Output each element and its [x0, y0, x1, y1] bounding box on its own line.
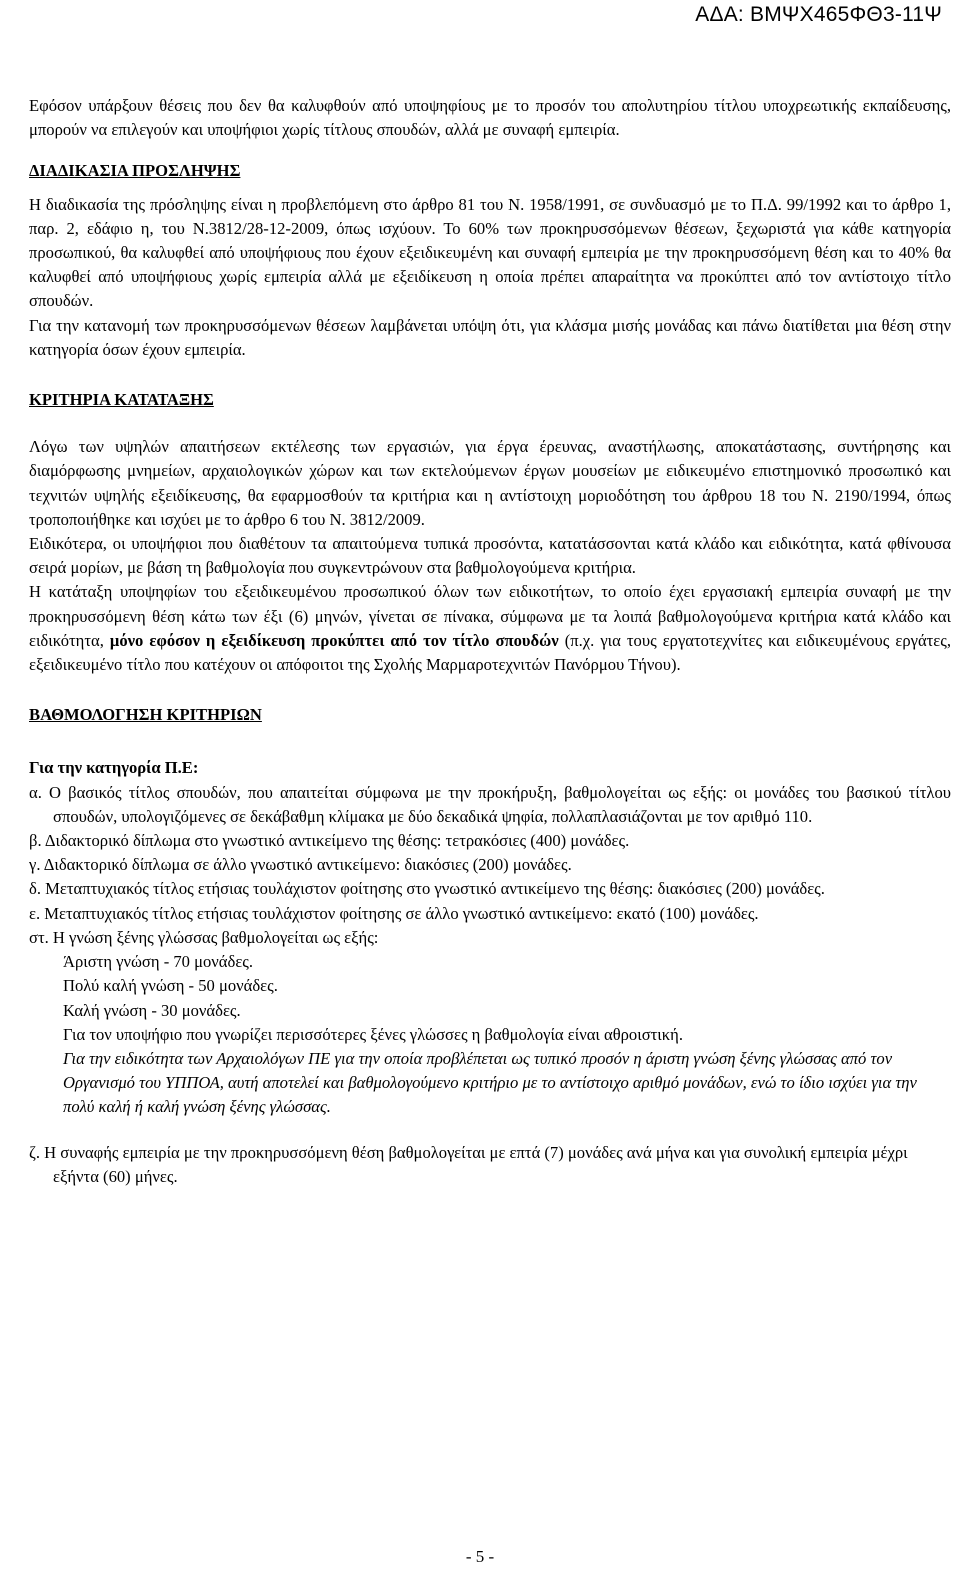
language-good: Καλή γνώση - 30 μονάδες.	[63, 1000, 241, 1020]
procedure-paragraph-2: Για την κατανομή των προκηρυσσόμενων θέσεων λαμβάνεται υπόψη ότι, για κλάσμα μισής μονάδας και πάνω διατίθεται μια θέση στην κατηγορία όσων έχουν εμπειρία.	[29, 315, 951, 359]
ada-code: ΑΔΑ: ΒΜΨΧ465ΦΘ3-11Ψ	[695, 3, 942, 26]
language-excellent: Άριστη γνώση - 70 μονάδες.	[63, 952, 254, 972]
intro-paragraph: Εφόσον υπάρξουν θέσεις που δεν θα καλυφθούν από υποψηφίους με το προσόν του απολυτηρίου τίτλου υποχρεωτικής εκπαίδευσης, μπορούν να επιλεγούν και υποψήφιοι χωρίς τίτλους σπουδών, αλλά με συναφή εμπειρία.	[29, 96, 951, 140]
language-very-good: Πολύ καλή γνώση - 50 μονάδες.	[63, 976, 278, 996]
procedure-paragraph-1: Η διαδικασία της πρόσληψης είναι η προβλεπόμενη στο άρθρο 81 του Ν. 1958/1991, σε συνδυασμό με το Π.Δ. 99/1992 και το άρθρο 1, παρ. 2, εδάφιο η, του Ν.3812/28-12-2009, όπως ισχύουν. Το 60% των προκηρυσσόμενων θέσεων, ξεχωριστά για κάθε κατηγορία προσωπικού, θα καλυφθεί από υποψήφιους που έχουν εξειδικευμένη και συναφή εμπειρία με την προκηρυσσόμενη θέση και το 40% θα καλυφθεί από υποψήφιους χωρίς εμπειρία αλλά με εξειδίκευση η οποία πρέπει απαραίτητα να προκύπτει από τον αντίστοιχο τίτλο σπουδών.	[29, 194, 951, 311]
criteria-paragraph-1: Λόγω των υψηλών απαιτήσεων εκτέλεσης των εργασιών, για έργα έρευνας, αναστήλωσης, αποκατάστασης, συντήρησης και διαμόρφωσης μνημείων, αρχαιολογικών χώρων και των εκτελούμενων έργων μουσείων με ειδικευμένο επιστημονικό προσωπικό και τεχνιτών υψηλής εξειδίκευσης, θα εφαρμοσθούν τα κριτήρια και η αντίστοιχη μοριοδότηση του άρθρου 18 του Ν. 2190/1994, όπως τροποποιήθηκε και ισχύει με το άρθρο 6 του Ν. 3812/2009.	[29, 437, 951, 529]
scoring-item-a: α. Ο βασικός τίτλος σπουδών, που απαιτείται σύμφωνα με την προκήρυξη, βαθμολογείται ως εξής: οι μονάδες του βασικού τίτλου σπουδών, υπολογιζόμενες σε δεκάβαθμη κλίμακα με δύο δεκαδικά ψηφία, πολλαπλασιάζονται με τον αριθμό 110.	[29, 782, 951, 826]
scoring-item-d: δ. Μεταπτυχιακός τίτλος ετήσιας τουλάχιστον φοίτησης στο γνωστικό αντικείμενο της θέσης: διακόσιες (200) μονάδες.	[29, 879, 825, 899]
procedure-heading: ΔΙΑΔΙΚΑΣΙΑ ΠΡΟΣΛΗΨΗΣ	[29, 161, 241, 181]
scoring-item-z: ζ. Η συναφής εμπειρία με την προκηρυσσόμενη θέση βαθμολογείται με επτά (7) μονάδες ανά μήνα και για συνολική εμπειρία μέχρι εξήντα (60) μήνες.	[29, 1142, 908, 1186]
page-number: - 5 -	[465, 1547, 495, 1566]
criteria-paragraph-2: Ειδικότερα, οι υποψήφιοι που διαθέτουν τα απαιτούμενα τυπικά προσόντα, κατατάσσονται κατά κλάδο και ειδικότητα, κατά φθίνουσα σειρά μορίων, με βάση τη βαθμολογία που συγκεντρώνουν στα βαθμολογούμενα κριτήρια.	[29, 534, 951, 578]
language-cumulative-note: Για τον υποψήφιο που γνωρίζει περισσότερες ξένες γλώσσες η βαθμολογία είναι αθροιστική.	[63, 1024, 683, 1044]
criteria-heading: ΚΡΙΤΗΡΙΑ ΚΑΤΑΤΑΞΗΣ	[29, 390, 214, 410]
criteria-p3-bold: μόνο εφόσον η εξειδίκευση προκύπτει από τον τίτλο σπουδών	[109, 630, 559, 650]
document-body	[29, 94, 951, 1189]
scoring-item-st: στ. Η γνώση ξένης γλώσσας βαθμολογείται ως εξής:	[29, 927, 379, 947]
category-heading: Για την κατηγορία Π.Ε:	[29, 758, 199, 778]
scoring-item-c: γ. Διδακτορικό δίπλωμα σε άλλο γνωστικό αντικείμενο: διακόσιες (200) μονάδες.	[29, 855, 572, 875]
criteria-p3-start: Η κατάταξη υποψηφίων του εξειδικευμένου προσωπικού όλων των ειδικοτήτων, το οποίο έχει εργασιακή εμπειρία συναφή με την προκηρυσσόμενη θέση κάτω των έξι (6) μηνών, γίνεται σε πίνακα, σύμφωνα με τα λοιπά βαθμολογούμενα κριτήρια κατά κλάδο και ειδικότητα,	[29, 582, 951, 650]
criteria-p3-end: (π.χ. για τους εργατοτεχνίτες και ειδικευμένους εργάτες, εξειδικευμένο τίτλο που κατέχουν οι απόφοιτοι της Σχολής Μαρμαροτεχνιτών Πανόρμου Τήνου).	[29, 630, 951, 675]
archaeologists-note: Για την ειδικότητα των Αρχαιολόγων ΠΕ για την οποία προβλέπεται ως τυπικό προσόν η άριστη γνώση ξένης γλώσσας από τον Οργανισμό του ΥΠΠΟΑ, αυτή αποτελεί και βαθμολογούμενο κριτήριο με το αντίστοιχο αριθμό μονάδων, ενώ το ίδιο ισχύει για την πολύ καλή ή καλή γνώση ξένης γλώσσας.	[63, 1048, 917, 1117]
criteria-paragraph-3	[29, 580, 951, 677]
scoring-item-b: β. Διδακτορικό δίπλωμα στο γνωστικό αντικείμενο της θέσης: τετρακόσιες (400) μονάδες.	[29, 831, 630, 851]
scoring-item-e: ε. Μεταπτυχιακός τίτλος ετήσιας τουλάχιστον φοίτησης σε άλλο γνωστικό αντικείμενο: εκατό (100) μονάδες.	[29, 903, 759, 923]
scoring-heading: ΒΑΘΜΟΛΟΓΗΣΗ ΚΡΙΤΗΡΙΩΝ	[29, 705, 262, 725]
